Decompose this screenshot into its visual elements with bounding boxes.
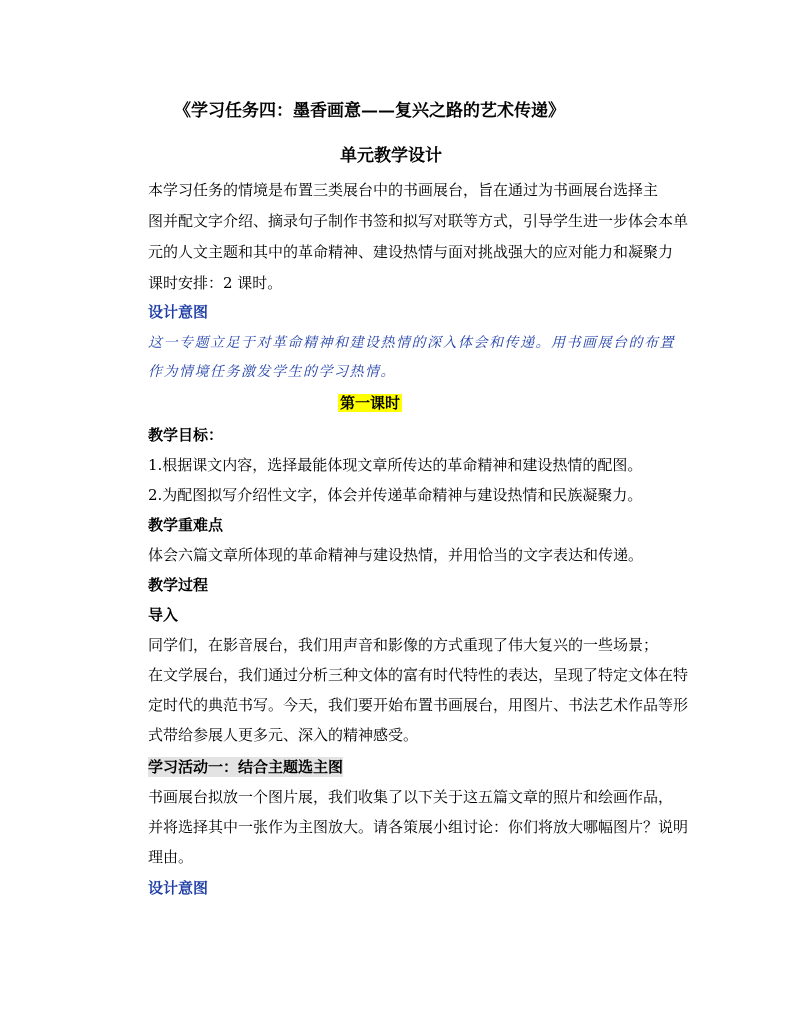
- activity1-heading-wrap: [148, 757, 343, 777]
- class-hours: 课时安排：2 课时。: [148, 274, 283, 292]
- document-title: 《学习任务四：墨香画意——复兴之路的艺术传递》: [174, 101, 565, 121]
- goals-heading: 教学目标：: [148, 426, 224, 444]
- design-intent-line-2: 作为情境任务激发学生的学习热情。: [148, 364, 396, 380]
- lesson1-heading: 第一课时: [340, 394, 401, 412]
- activity1-line-2: 并将选择其中一张作为主图放大。请各策展小组讨论：你们将放大哪幅图片？说明: [148, 818, 689, 836]
- intro-heading: 导入: [148, 606, 179, 624]
- activity1-line-3: 理由。: [148, 848, 194, 866]
- intro-para-line-4: 式带给参展人更多元、深入的精神感受。: [148, 726, 419, 744]
- goal-1: 1.根据课文内容，选择最能体现文章所传达的革命精神和建设热情的配图。: [148, 456, 643, 474]
- key-points-text: 体会六篇文章所体现的革命精神与建设热情，并用恰当的文字表达和传递。: [148, 546, 644, 564]
- key-points-heading: 教学重难点: [148, 516, 224, 534]
- intro-para-line-2: 在文学展台，我们通过分析三种文体的富有时代特性的表达，呈现了特定文体在特: [148, 666, 689, 684]
- intro-para-line-1: 同学们，在影音展台，我们用声音和影像的方式重现了伟大复兴的一些场景；: [148, 636, 659, 654]
- intro-line-2: 图并配文字介绍、摘录句子制作书签和拟写对联等方式，引导学生进一步体会本单: [148, 212, 689, 230]
- activity1-line-1: 书画展台拟放一个图片展，我们收集了以下关于这五篇文章的照片和绘画作品，: [148, 788, 674, 806]
- intro-line-3: 元的人文主题和其中的革命精神、建设热情与面对挑战强大的应对能力和凝聚力: [148, 243, 674, 261]
- design-intent-line-1: 这一专题立足于对革命精神和建设热情的深入体会和传递。用书画展台的布置: [148, 335, 675, 351]
- document-subtitle: 单元教学设计: [340, 146, 442, 166]
- lesson1-heading-wrap: [338, 393, 402, 413]
- goal-2: 2.为配图拟写介绍性文字，体会并传递革命精神与建设热情和民族凝聚力。: [148, 486, 643, 504]
- design-intent-heading: 设计意图: [148, 303, 209, 321]
- intro-para-line-3: 定时代的典范书写。今天，我们要开始布置书画展台，用图片、书法艺术作品等形: [148, 696, 689, 714]
- activity1-heading: 学习活动一：结合主题选主图: [148, 758, 344, 776]
- design-intent-heading-2: 设计意图: [148, 879, 209, 897]
- process-heading: 教学过程: [148, 576, 209, 594]
- intro-line-1: 本学习任务的情境是布置三类展台中的书画展台，旨在通过为书画展台选择主: [148, 181, 659, 199]
